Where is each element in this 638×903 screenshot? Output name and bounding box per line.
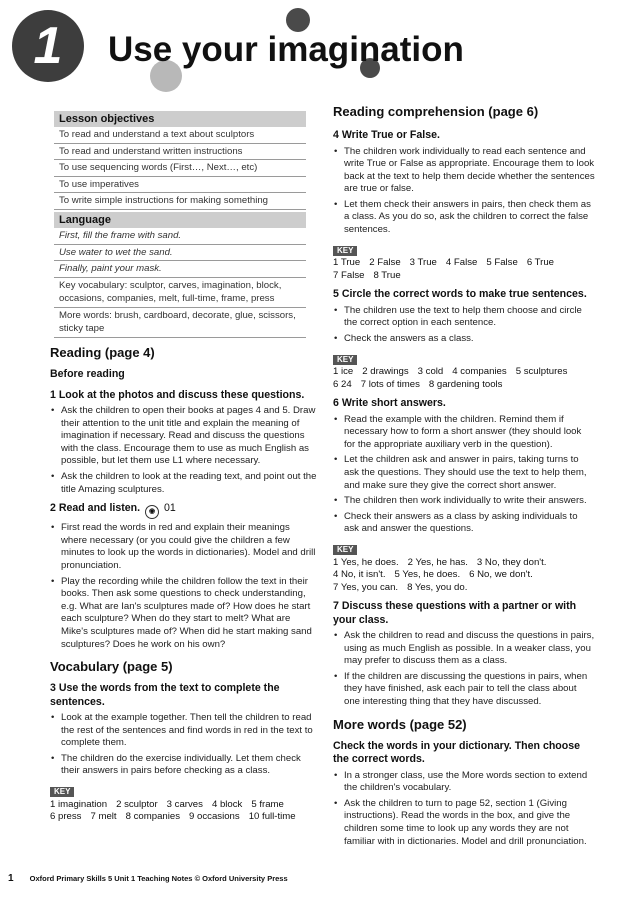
right-column	[333, 104, 595, 854]
language-item: Use water to wet the sand.	[54, 245, 306, 262]
before-reading: Before reading	[50, 368, 125, 380]
footer-text: Oxford Primary Skills 5 Unit 1 Teaching Notes © Oxford University Press	[29, 874, 288, 883]
reading-heading: Reading (page 4)	[50, 345, 155, 360]
answer-key-row: 7 False 8 True	[333, 269, 401, 281]
question-6: 6 Write short answers.	[333, 397, 446, 410]
list-item: • The children then work individually to write their answers.	[333, 495, 595, 508]
list-item: • If the children are discussing the questions in pairs, when they have finished, ask each pair to tell the class about one interesting thing that they have discussed.	[333, 671, 595, 709]
key-badge: KEY	[333, 355, 357, 365]
page-footer	[8, 873, 288, 884]
answer-key-row: 1 True 2 False 3 True 4 False 5 False 6 True	[333, 257, 555, 269]
more-words-heading: More words (page 52)	[333, 716, 467, 732]
objective-item: To write simple instructions for making something	[54, 193, 306, 210]
left-column	[50, 345, 318, 824]
language-item: Finally, paint your mask.	[54, 261, 306, 278]
more-words-instruction: Check the words in your dictionary. Then choose the correct words.	[333, 739, 581, 766]
answer-key-row: 1 Yes, he does. 2 Yes, he has. 3 No, they don't.	[333, 556, 547, 568]
answer-key-row: 6 press 7 melt 8 companies 9 occasions 10 full-time	[50, 811, 296, 823]
language-item: More words: brush, cardboard, decorate, glue, scissors, sticky tape	[54, 308, 306, 338]
question-4: 4 Write True or False.	[333, 129, 440, 141]
objective-item: To use imperatives	[54, 177, 306, 194]
objective-item: To use sequencing words (First…, Next…, etc)	[54, 160, 306, 177]
key-badge: KEY	[333, 545, 357, 555]
objective-item: To read and understand a text about sculptors	[54, 127, 306, 144]
answer-key-row: 4 No, it isn't. 5 Yes, he does. 6 No, we don't.	[333, 569, 533, 581]
page-title: Use your imagination	[108, 30, 464, 69]
list-item: • Ask the children to open their books at pages 4 and 5. Draw their attention to the unit title and explain the meaning of imagination if necessary. Read and discuss the questions with the class. Encourage them to use as much English as possible, but let them use L1 where necessary.	[50, 405, 318, 468]
list-item: • The children use the text to help them choose and circle the correct option in each sentence.	[333, 305, 595, 330]
list-item: • First read the words in red and explain their meanings where necessary (or you could give the children a few minutes to look up the words in dictionaries). Model and drill pronunciation.	[50, 522, 318, 572]
list-item: • Check their answers as a class by asking individuals to ask and answer the questions.	[333, 511, 595, 536]
vocabulary-heading: Vocabulary (page 5)	[50, 659, 173, 675]
audio-icon: ◉	[145, 505, 159, 519]
list-item: • Let them check their answers in pairs, then check them as a class. As you do so, ask the children to correct the false sentences.	[333, 199, 595, 237]
decor-dot	[286, 8, 310, 32]
answer-key-row: 1 imagination 2 sculptor 3 carves 4 block 5 frame	[50, 798, 284, 810]
list-item: • Ask the children to read and discuss the questions in pairs, using as much English as possible. In a weaker class, you may prefer to discuss them as a class.	[333, 630, 595, 668]
language-item: First, fill the frame with sand.	[54, 228, 306, 245]
page-number: 1	[8, 873, 14, 884]
language-item: Key vocabulary: sculptor, carves, imagination, block, occasions, companies, melt, full-time, frame, press	[54, 278, 306, 308]
answer-key-row: 6 24 7 lots of times 8 gardening tools	[333, 378, 503, 390]
list-item: • Ask the children to turn to page 52, section 1 (Giving instructions). Read the words in the box, and give the children some time to look up any words they are not familiar with in dictionaries. Model and drill pronunciation.	[333, 798, 595, 848]
unit-number: 1	[33, 17, 63, 75]
key-badge: KEY	[50, 787, 74, 797]
objectives-box	[54, 111, 306, 210]
track-number: 01	[163, 502, 176, 515]
answer-key-row: 1 ice 2 drawings 3 cold 4 companies 5 sculptures	[333, 366, 568, 378]
key-badge: KEY	[333, 246, 357, 256]
list-item: • Ask the children to look at the reading text, and point out the title Amazing sculptures.	[50, 471, 318, 496]
reading-comprehension-heading: Reading comprehension (page 6)	[333, 104, 539, 119]
objective-item: To read and understand written instructions	[54, 144, 306, 161]
question-5: 5 Circle the correct words to make true sentences.	[333, 288, 587, 301]
question-7: 7 Discuss these questions with a partner or with your class.	[333, 600, 577, 626]
list-item: • The children work individually to read each sentence and write True or False as appropriate. Encourage them to look back at the text to help them decide whether the sentences are true or false.	[333, 146, 595, 196]
list-item: • Play the recording while the children follow the text in their books. Then ask some questions to check understanding, e.g. What are Ian's sculptures made of? How does he start each sculpture? When do they start to melt? What are Mike's sculptures made of? When did he start making sand sculptures? Does he work on his own?	[50, 576, 318, 652]
question-3: 3 Use the words from the text to complete the sentences.	[50, 682, 280, 708]
objectives-heading: Lesson objectives	[54, 111, 306, 127]
language-heading: Language	[54, 212, 306, 228]
list-item: • Look at the example together. Then tell the children to read the rest of the sentences and find words in red in the text to complete them.	[50, 712, 318, 750]
list-item: • The children do the exercise individually. Let them check their answers in pairs before checking as a class.	[50, 753, 318, 778]
question-2: 2 Read and listen. ◉ 01	[50, 502, 318, 519]
question-1: 1 Look at the photos and discuss these questions.	[50, 388, 305, 401]
language-box	[54, 212, 306, 338]
list-item: • In a stronger class, use the More words section to extend the children's vocabulary.	[333, 770, 595, 795]
list-item: • Check the answers as a class.	[333, 333, 595, 346]
list-item: • Read the example with the children. Remind them if necessary how to form a short answer (they should look for the appropriate auxiliary verb in the question).	[333, 414, 595, 452]
answer-key-row: 7 Yes, you can. 8 Yes, you do.	[333, 581, 468, 593]
list-item: • Let the children ask and answer in pairs, taking turns to ask the questions. They should use the text to help them, and make sure they give the correct short answer.	[333, 454, 595, 492]
